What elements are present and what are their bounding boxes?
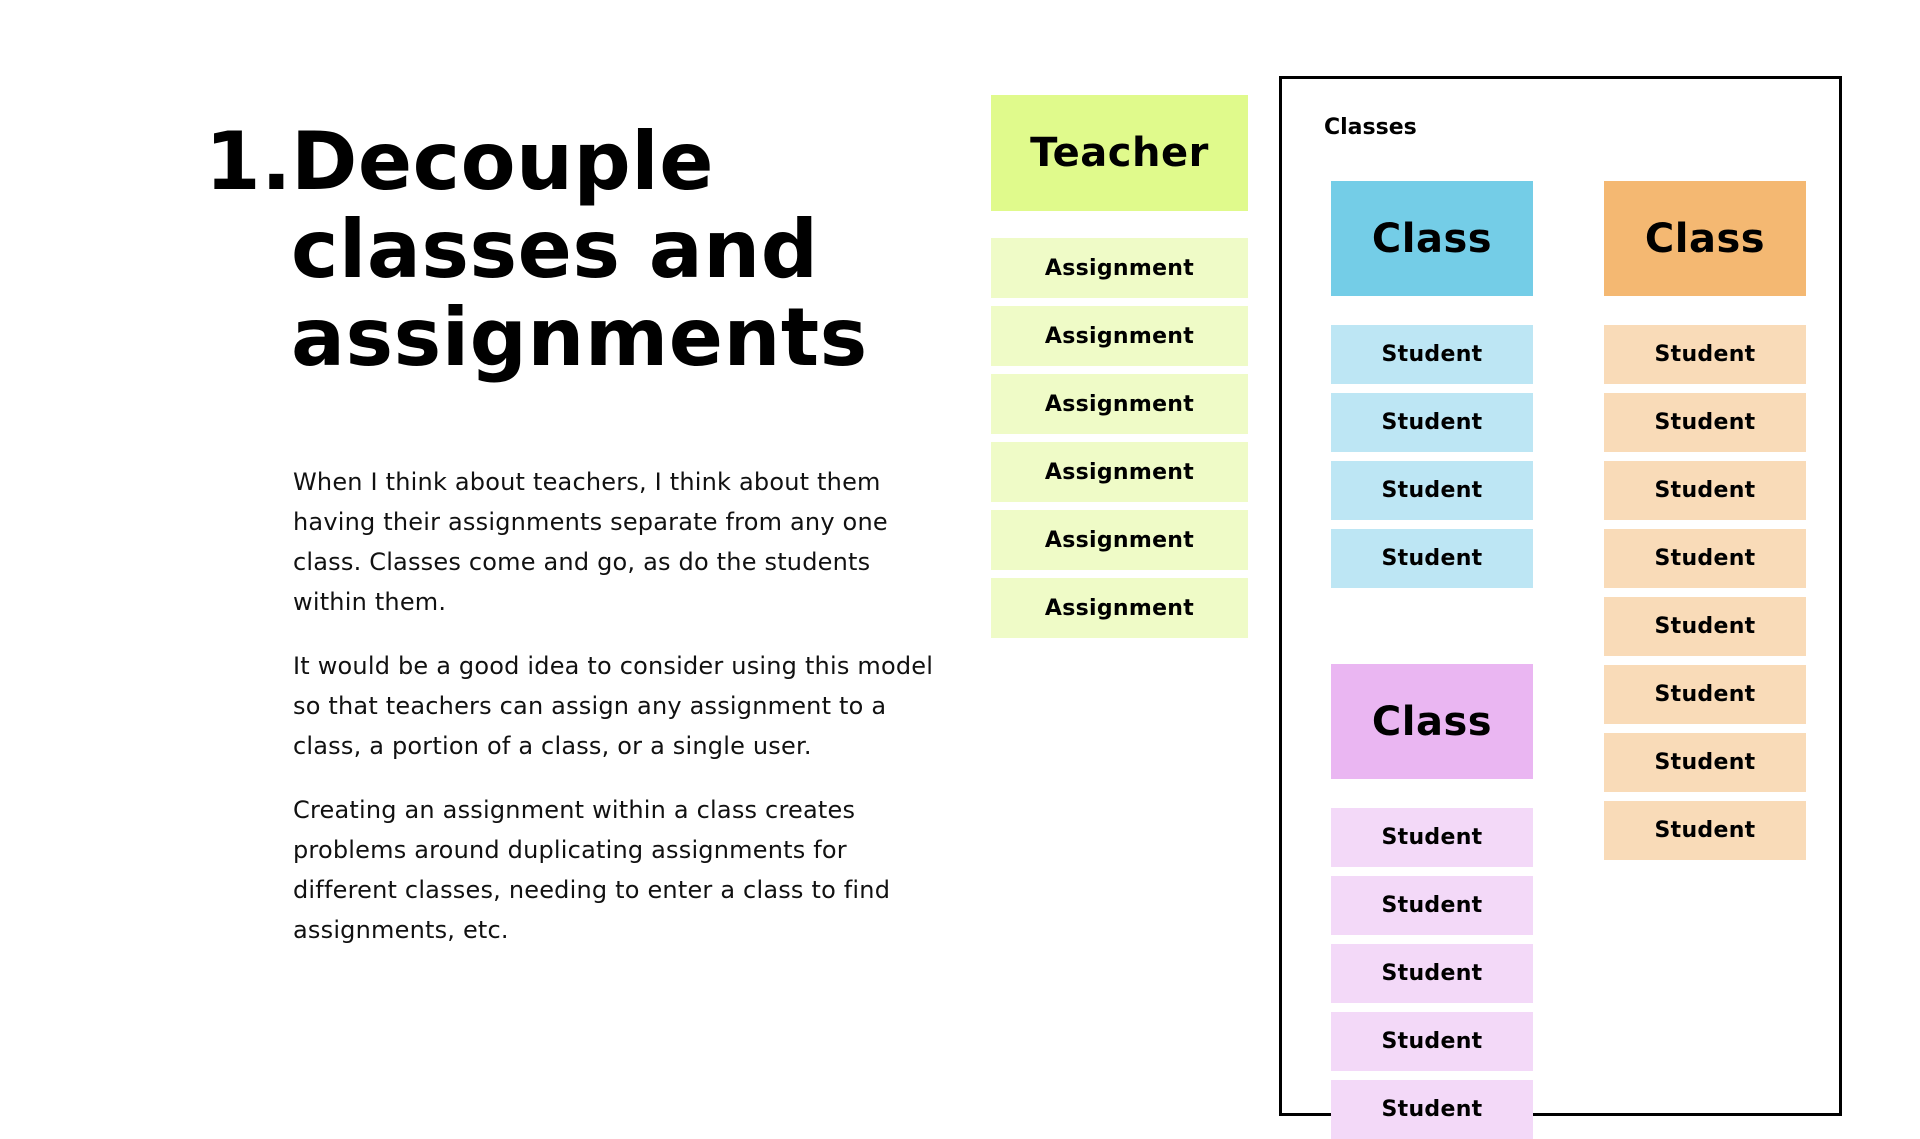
body-text	[293, 462, 943, 974]
assignment-note: Assignment	[991, 578, 1248, 638]
assignment-note: Assignment	[991, 374, 1248, 434]
student-note-orange: Student	[1604, 801, 1806, 860]
class-note-purple: Class	[1331, 664, 1533, 779]
student-note-blue: Student	[1331, 529, 1533, 588]
assignment-note: Assignment	[991, 442, 1248, 502]
heading-text: Decouple classes and assignments	[291, 115, 868, 384]
heading-number: 1.	[205, 115, 293, 208]
student-note-orange: Student	[1604, 597, 1806, 656]
student-note-blue: Student	[1331, 393, 1533, 452]
student-note-purple: Student	[1331, 1080, 1533, 1139]
student-note-orange: Student	[1604, 665, 1806, 724]
student-note-orange: Student	[1604, 733, 1806, 792]
class-note-orange: Class	[1604, 181, 1806, 296]
student-note-purple: Student	[1331, 876, 1533, 935]
student-note-orange: Student	[1604, 393, 1806, 452]
student-note-blue: Student	[1331, 325, 1533, 384]
paragraph-1: When I think about teachers, I think about them having their assignments separate from any one class. Classes come and go, as do the students within them.	[293, 468, 888, 616]
assignment-note: Assignment	[991, 306, 1248, 366]
class-note-blue: Class	[1331, 181, 1533, 296]
paragraph-3: Creating an assignment within a class creates problems around duplicating assignments for different classes, needing to enter a class to find assignments, etc.	[293, 796, 891, 944]
student-note-purple: Student	[1331, 944, 1533, 1003]
assignment-note: Assignment	[991, 238, 1248, 298]
assignment-note: Assignment	[991, 510, 1248, 570]
classes-frame-label: Classes	[1324, 115, 1417, 140]
student-note-blue: Student	[1331, 461, 1533, 520]
student-note-purple: Student	[1331, 1012, 1533, 1071]
student-note-orange: Student	[1604, 529, 1806, 588]
student-note-orange: Student	[1604, 461, 1806, 520]
student-note-purple: Student	[1331, 808, 1533, 867]
student-note-orange: Student	[1604, 325, 1806, 384]
page-title	[205, 115, 868, 384]
paragraph-2: It would be a good idea to consider using this model so that teachers can assign any assignment to a class, a portion of a class, or a single user.	[293, 652, 934, 760]
teacher-note: Teacher	[991, 95, 1248, 211]
